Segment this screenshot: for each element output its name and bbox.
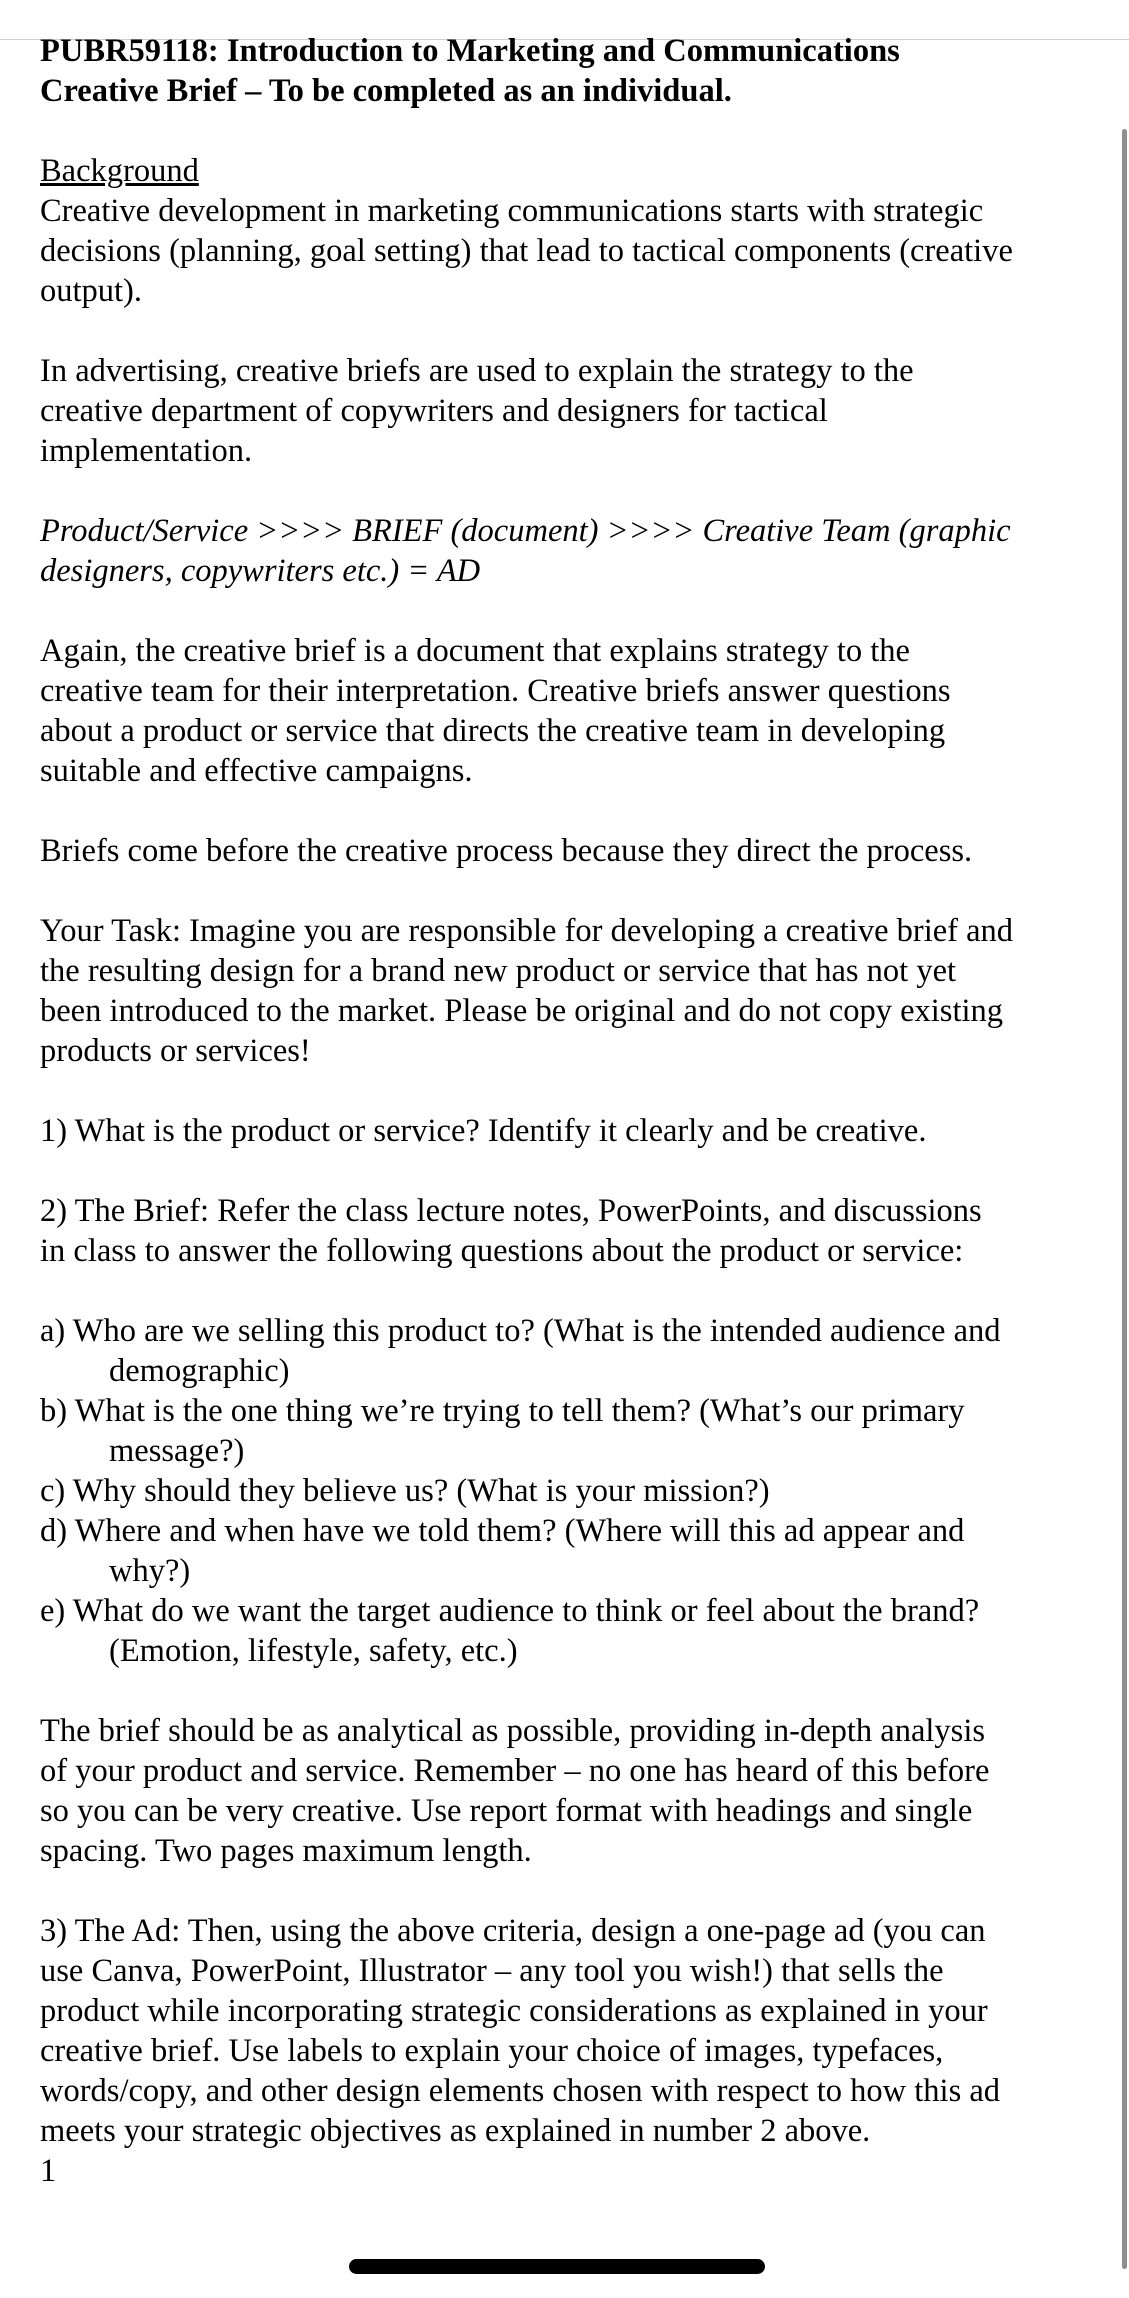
paragraph-flow xyxy=(40,511,1120,591)
list-item-e: e) What do we want the target audience to think or feel about the brand? xyxy=(40,1593,980,1629)
text-line: words/copy, and other design elements chosen with respect to how this ad xyxy=(40,2073,1001,2109)
text-line: product while incorporating strategic considerations as explained in your xyxy=(40,1993,988,2029)
text-line: creative brief. Use labels to explain your choice of images, typefaces, xyxy=(40,2033,944,2069)
text-line: been introduced to the market. Please be original and do not copy existing xyxy=(40,993,1004,1029)
text-line: use Canva, PowerPoint, Illustrator – any tool you wish!) that sells the xyxy=(40,1953,944,1989)
question-3 xyxy=(40,1911,1120,2151)
paragraph-analytical xyxy=(40,1711,1120,1871)
question-1: 1) What is the product or service? Identify it clearly and be creative. xyxy=(40,1113,927,1149)
vertical-scrollbar[interactable] xyxy=(1122,129,1127,2269)
text-line: designers, copywriters etc.) = AD xyxy=(40,553,481,589)
document-page xyxy=(40,31,1120,2191)
text-line: Again, the creative brief is a document that explains strategy to the xyxy=(40,633,910,669)
text-line: Your Task: Imagine you are responsible for developing a creative brief and xyxy=(40,913,1014,949)
background-heading: Background xyxy=(40,153,199,189)
paragraph-background xyxy=(40,191,1120,311)
text-line: suitable and effective campaigns. xyxy=(40,753,473,789)
text-line: so you can be very creative. Use report format with headings and single xyxy=(40,1793,973,1829)
list-item-a-cont: demographic) xyxy=(109,1353,290,1389)
text-line: decisions (planning, goal setting) that lead to tactical components (creative xyxy=(40,233,1013,269)
text-line: Creative development in marketing communications starts with strategic xyxy=(40,193,984,229)
document-subtitle: Creative Brief – To be completed as an individual. xyxy=(40,73,732,109)
text-line: the resulting design for a brand new product or service that has not yet xyxy=(40,953,957,989)
text-line: spacing. Two pages maximum length. xyxy=(40,1833,532,1869)
text-line: in class to answer the following questions about the product or service: xyxy=(40,1233,964,1269)
text-line: output). xyxy=(40,273,143,309)
list-item-c: c) Why should they believe us? (What is your mission?) xyxy=(40,1473,770,1509)
list-item-b-cont: message?) xyxy=(109,1433,245,1469)
text-line: The brief should be as analytical as possible, providing in-depth analysis xyxy=(40,1713,985,1749)
text-line: creative department of copywriters and designers for tactical xyxy=(40,393,828,429)
list-item-d: d) Where and when have we told them? (Where will this ad appear and xyxy=(40,1513,965,1549)
paragraph-again xyxy=(40,631,1120,791)
paragraph-briefs: Briefs come before the creative process because they direct the process. xyxy=(40,833,973,869)
question-list xyxy=(40,1311,1120,1671)
paragraph-advertising xyxy=(40,351,1120,471)
text-line: creative team for their interpretation. Creative briefs answer questions xyxy=(40,673,951,709)
text-line: In advertising, creative briefs are used to explain the strategy to the xyxy=(40,353,914,389)
text-line: about a product or service that directs the creative team in developing xyxy=(40,713,946,749)
question-2 xyxy=(40,1191,1120,1271)
list-item-d-cont: why?) xyxy=(109,1553,191,1589)
text-line: of your product and service. Remember – no one has heard of this before xyxy=(40,1753,990,1789)
home-indicator[interactable] xyxy=(349,2259,765,2274)
text-line: implementation. xyxy=(40,433,253,469)
text-line: products or services! xyxy=(40,1033,311,1069)
list-item-e-cont: (Emotion, lifestyle, safety, etc.) xyxy=(109,1633,518,1669)
text-line: Product/Service >>>> BRIEF (document) >>>> Creative Team (graphic xyxy=(40,513,1011,549)
list-item-b: b) What is the one thing we’re trying to tell them? (What’s our primary xyxy=(40,1393,965,1429)
text-line: 2) The Brief: Refer the class lecture notes, PowerPoints, and discussions xyxy=(40,1193,982,1229)
page-number: 1 xyxy=(40,2153,57,2189)
text-line: meets your strategic objectives as explained in number 2 above. xyxy=(40,2113,871,2149)
list-item-a: a) Who are we selling this product to? (What is the intended audience and xyxy=(40,1313,1001,1349)
document-title: PUBR59118: Introduction to Marketing and Communications xyxy=(40,33,900,69)
text-line: 3) The Ad: Then, using the above criteria, design a one-page ad (you can xyxy=(40,1913,986,1949)
paragraph-task xyxy=(40,911,1120,1071)
